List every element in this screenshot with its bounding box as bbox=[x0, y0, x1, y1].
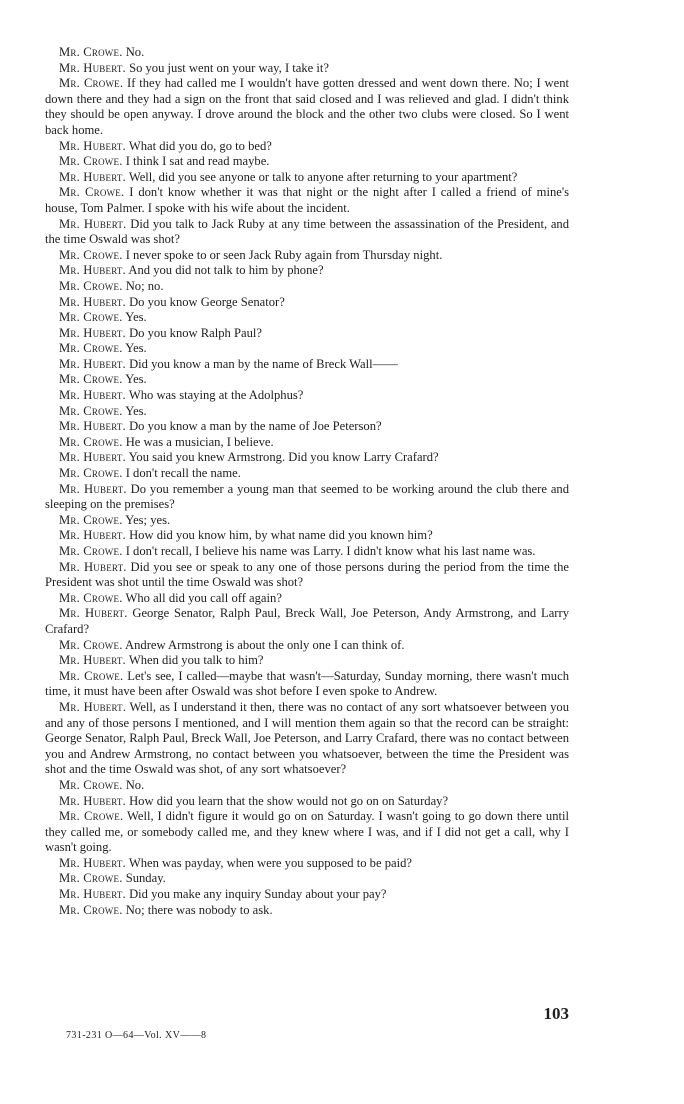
speaker-label: Mr. Crowe. bbox=[59, 902, 123, 917]
speech-text: I think I sat and read maybe. bbox=[125, 154, 270, 169]
speaker-label: Mr. Hubert. bbox=[59, 294, 126, 309]
speech-text: No. bbox=[125, 45, 145, 59]
print-code: 731-231 O—64—Vol. XV——8 bbox=[66, 1030, 207, 1041]
speech-text: Do you remember a young man that seemed to be working around the club there and sleeping on the premises? bbox=[45, 481, 570, 512]
speaker-label: Mr. Crowe. bbox=[59, 185, 125, 200]
transcript-paragraph bbox=[45, 435, 569, 451]
transcript-paragraph bbox=[45, 154, 569, 170]
transcript-paragraph bbox=[45, 326, 569, 342]
speech-text: I don't know whether it was that night or the night after I called a friend of mine's house, Tom Palmer. I spoke with his wife about the incident. bbox=[45, 185, 570, 215]
transcript-paragraph bbox=[45, 295, 569, 311]
speech-text: Andrew Armstrong is about the only one I can think of. bbox=[125, 637, 405, 652]
speaker-label: Mr. Hubert. bbox=[59, 60, 126, 75]
speaker-label: Mr. Crowe. bbox=[59, 310, 123, 325]
transcript-paragraph bbox=[45, 466, 569, 482]
speech-text: Yes. bbox=[125, 372, 147, 387]
speaker-label: Mr. Hubert. bbox=[59, 653, 126, 668]
transcript-paragraph bbox=[45, 638, 569, 654]
speech-text: Well, did you see anyone or talk to anyone after returning to your apartment? bbox=[128, 169, 518, 184]
transcript-paragraph bbox=[45, 606, 569, 637]
speech-text: Who was staying at the Adolphus? bbox=[128, 388, 304, 403]
speaker-label: Mr. Hubert. bbox=[59, 356, 126, 371]
speech-text: So you just went on your way, I take it? bbox=[129, 60, 330, 75]
transcript-paragraph bbox=[45, 528, 569, 544]
transcript-paragraph bbox=[45, 185, 569, 216]
transcript-paragraph bbox=[45, 76, 569, 138]
transcript-paragraph bbox=[45, 700, 569, 778]
speaker-label: Mr. Hubert. bbox=[59, 606, 128, 621]
transcript-paragraph bbox=[45, 560, 569, 591]
speech-text: And you did not talk to him by phone? bbox=[128, 263, 324, 278]
speaker-label: Mr. Crowe. bbox=[59, 512, 123, 527]
transcript-paragraph bbox=[45, 778, 569, 794]
speech-text: I never spoke to or seen Jack Ruby again from Thursday night. bbox=[125, 247, 443, 262]
speaker-label: Mr. Crowe. bbox=[59, 809, 124, 824]
speech-text: Do you know George Senator? bbox=[129, 294, 285, 309]
transcript-paragraph bbox=[45, 279, 569, 295]
speech-text: Did you see or speak to any one of those persons during the period from the time the President was shot until the time Oswald was shot? bbox=[45, 559, 569, 590]
transcript-paragraph bbox=[45, 248, 569, 264]
speech-text: How did you learn that the show would not go on on Saturday? bbox=[129, 793, 449, 808]
transcript-paragraph bbox=[45, 341, 569, 357]
speaker-label: Mr. Hubert. bbox=[59, 388, 126, 403]
speaker-label: Mr. Crowe. bbox=[59, 247, 123, 262]
speech-text: What did you do, go to bed? bbox=[128, 138, 272, 153]
speaker-label: Mr. Hubert. bbox=[59, 699, 127, 714]
page-number: 103 bbox=[543, 1004, 569, 1023]
speaker-label: Mr. Crowe. bbox=[59, 434, 123, 449]
speech-text: When did you talk to him? bbox=[128, 653, 264, 668]
speaker-label: Mr. Hubert. bbox=[59, 855, 126, 870]
transcript-paragraph bbox=[45, 372, 569, 388]
speaker-label: Mr. Crowe. bbox=[59, 45, 123, 59]
transcript-paragraph bbox=[45, 856, 569, 872]
speech-text: George Senator, Ralph Paul, Breck Wall, Joe Peterson, Andy Armstrong, and Larry Crafard? bbox=[45, 606, 569, 636]
speech-text: Do you know a man by the name of Joe Peterson? bbox=[129, 419, 382, 434]
speech-text: Do you know Ralph Paul? bbox=[129, 325, 262, 340]
transcript-paragraph bbox=[45, 310, 569, 326]
speech-text: Did you know a man by the name of Breck Wall—— bbox=[129, 356, 398, 371]
transcript-paragraph bbox=[45, 263, 569, 279]
transcript-paragraph bbox=[45, 544, 569, 560]
speaker-label: Mr. Crowe. bbox=[59, 154, 123, 169]
transcript-paragraph bbox=[45, 482, 569, 513]
speaker-label: Mr. Hubert. bbox=[59, 263, 126, 278]
transcript-paragraph bbox=[45, 809, 569, 856]
transcript-paragraph bbox=[45, 170, 569, 186]
speaker-label: Mr. Hubert. bbox=[59, 138, 126, 153]
speaker-label: Mr. Crowe. bbox=[59, 403, 123, 418]
transcript-paragraph bbox=[45, 669, 569, 700]
speech-text: Yes; yes. bbox=[125, 512, 171, 527]
speaker-label: Mr. Crowe. bbox=[59, 341, 123, 356]
speech-text: Yes. bbox=[125, 341, 147, 356]
speaker-label: Mr. Crowe. bbox=[59, 278, 123, 293]
transcript-paragraph bbox=[45, 903, 569, 919]
speech-text: You said you knew Armstrong. Did you know Larry Crafard? bbox=[128, 450, 439, 465]
transcript-paragraph bbox=[45, 419, 569, 435]
transcript-paragraph bbox=[45, 61, 569, 77]
speaker-label: Mr. Hubert. bbox=[59, 216, 127, 231]
speech-text: Well, as I understand it then, there was no contact of any sort whatsoever between you and any of those persons I mentioned, and I will mention them again so that the record can be straight: George Senator, Ralph Paul, Breck Wall, Joe Peterson, and Larry Crafard, there was no contact between you and Andrew Armstrong, no contact between you whatsoever, between the time the President was shot and the time Oswald was shot, of any sort whatsoever? bbox=[45, 699, 569, 777]
transcript-paragraph bbox=[45, 887, 569, 903]
speaker-label: Mr. Hubert. bbox=[59, 887, 126, 902]
transcript-paragraph bbox=[45, 388, 569, 404]
transcript-paragraph bbox=[45, 217, 569, 248]
speaker-label: Mr. Hubert. bbox=[59, 419, 126, 434]
speaker-label: Mr. Crowe. bbox=[59, 668, 124, 683]
transcript-body bbox=[45, 45, 569, 918]
speaker-label: Mr. Crowe. bbox=[59, 372, 123, 387]
speaker-label: Mr. Crowe. bbox=[59, 76, 124, 91]
speaker-label: Mr. Hubert. bbox=[59, 559, 127, 574]
speech-text: Sunday. bbox=[125, 871, 166, 886]
speech-text: He was a musician, I believe. bbox=[125, 434, 274, 449]
speech-text: I don't recall the name. bbox=[125, 466, 241, 481]
speech-text: Yes. bbox=[125, 310, 147, 325]
speech-text: How did you know him, by what name did you known him? bbox=[129, 528, 433, 543]
speech-text: Well, I didn't figure it would go on on Saturday. I wasn't going to go down there until they called me, or somebody called me, and they knew where I was, and if I did not get a call, why I wasn't going. bbox=[45, 809, 570, 855]
speaker-label: Mr. Crowe. bbox=[59, 637, 123, 652]
speaker-label: Mr. Crowe. bbox=[59, 544, 123, 558]
transcript-paragraph bbox=[45, 794, 569, 810]
speech-text: Did you talk to Jack Ruby at any time between the assassination of the President, and the time Oswald was shot? bbox=[45, 216, 570, 247]
transcript-paragraph bbox=[45, 357, 569, 373]
transcript-paragraph bbox=[45, 591, 569, 607]
speech-text: Yes. bbox=[125, 403, 147, 418]
speech-text: No; no. bbox=[125, 278, 164, 293]
transcript-paragraph bbox=[45, 871, 569, 887]
speech-text: If they had called me I wouldn't have gotten dressed and went down there. No; I went down there and they had a sign on the front that said closed and I was relieved and glad. I didn't think they should be open anyway. I drove around the block and the other two clubs were closed. So I went back home. bbox=[45, 76, 569, 137]
transcript-paragraph bbox=[45, 45, 569, 61]
speaker-label: Mr. Hubert. bbox=[59, 450, 126, 465]
transcript-paragraph bbox=[45, 653, 569, 669]
speaker-label: Mr. Hubert. bbox=[59, 793, 126, 808]
speaker-label: Mr. Hubert. bbox=[59, 481, 127, 496]
speech-text: No. bbox=[125, 777, 145, 792]
transcript-paragraph bbox=[45, 404, 569, 420]
speaker-label: Mr. Hubert. bbox=[59, 325, 126, 340]
speaker-label: Mr. Crowe. bbox=[59, 590, 123, 605]
speaker-label: Mr. Crowe. bbox=[59, 871, 123, 886]
speech-text: Let's see, I called—maybe that wasn't—Saturday, Sunday morning, there wasn't much time, it must have been after Oswald was shot before I even spoke to Andrew. bbox=[45, 668, 569, 699]
transcript-paragraph bbox=[45, 513, 569, 529]
speech-text: When was payday, when were you supposed to be paid? bbox=[128, 855, 412, 870]
speech-text: Who all did you call off again? bbox=[125, 590, 282, 605]
transcript-paragraph bbox=[45, 450, 569, 466]
speaker-label: Mr. Crowe. bbox=[59, 777, 123, 792]
speech-text: I don't recall, I believe his name was Larry. I didn't know what his last name was. bbox=[125, 544, 536, 558]
transcript-paragraph bbox=[45, 139, 569, 155]
speaker-label: Mr. Hubert. bbox=[59, 528, 126, 543]
speech-text: No; there was nobody to ask. bbox=[125, 902, 273, 917]
speaker-label: Mr. Hubert. bbox=[59, 169, 126, 184]
speaker-label: Mr. Crowe. bbox=[59, 466, 123, 481]
speech-text: Did you make any inquiry Sunday about your pay? bbox=[129, 887, 387, 902]
